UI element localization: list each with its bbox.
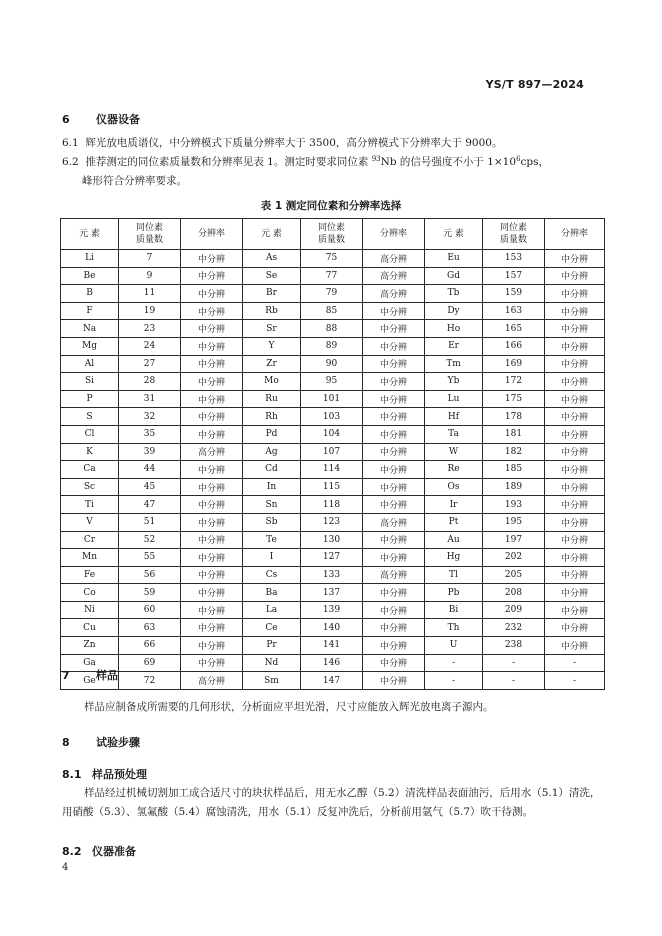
table-cell: 59 — [119, 584, 181, 602]
table-cell: Be — [61, 267, 119, 285]
table-cell: 159 — [483, 285, 545, 303]
table-cell: Pr — [243, 637, 301, 655]
table-cell: Ta — [425, 425, 483, 443]
table-header-cell: 元 素 — [425, 219, 483, 250]
table-cell: Os — [425, 478, 483, 496]
table-cell: 130 — [301, 531, 363, 549]
table-cell: 中分辨 — [181, 337, 243, 355]
table-cell: Ga — [61, 654, 119, 672]
isotope-mass-superscript: 93 — [371, 155, 381, 163]
table-cell: Ag — [243, 443, 301, 461]
table-cell: Yb — [425, 373, 483, 391]
table-cell: 101 — [301, 390, 363, 408]
table-cell: Zr — [243, 355, 301, 373]
table-cell: 中分辨 — [181, 320, 243, 338]
table-cell: Th — [425, 619, 483, 637]
table-cell: Hf — [425, 408, 483, 426]
table-cell: 高分辨 — [363, 513, 425, 531]
table-cell: V — [61, 513, 119, 531]
clause-8-2-heading — [62, 843, 136, 859]
table-cell: Dy — [425, 302, 483, 320]
table-cell: 中分辨 — [545, 302, 605, 320]
table-cell: Rb — [243, 302, 301, 320]
table-cell: 中分辨 — [545, 478, 605, 496]
table-cell: 中分辨 — [363, 531, 425, 549]
table-cell: 中分辨 — [363, 654, 425, 672]
table-cell: 中分辨 — [363, 496, 425, 514]
table-row — [61, 425, 605, 443]
clause-text: 辉光放电质谱仪，中分辨模式下质量分辨率大于 3500，高分辨模式下分辨率大于 9000。 — [85, 137, 503, 149]
table-cell: 中分辨 — [545, 531, 605, 549]
table-cell: 147 — [301, 672, 363, 690]
table-cell: Re — [425, 461, 483, 479]
table-cell: W — [425, 443, 483, 461]
table-cell: 44 — [119, 461, 181, 479]
table-cell: 中分辨 — [363, 408, 425, 426]
table-cell: S — [61, 408, 119, 426]
table-cell: 高分辨 — [181, 443, 243, 461]
table-cell: 中分辨 — [545, 390, 605, 408]
table-row — [61, 619, 605, 637]
table-cell: 中分辨 — [181, 513, 243, 531]
table-cell: 89 — [301, 337, 363, 355]
table-cell: Er — [425, 337, 483, 355]
table-cell: 中分辨 — [545, 619, 605, 637]
table-cell: 中分辨 — [363, 619, 425, 637]
table-header-cell: 分辨率 — [181, 219, 243, 250]
table-cell: Cu — [61, 619, 119, 637]
table-cell: 27 — [119, 355, 181, 373]
table-cell: K — [61, 443, 119, 461]
table-cell: 127 — [301, 549, 363, 567]
section-8-heading — [62, 734, 140, 750]
table-cell: Cd — [243, 461, 301, 479]
clause-6-1 — [62, 134, 602, 153]
table-header-cell: 元 素 — [243, 219, 301, 250]
table-cell: Se — [243, 267, 301, 285]
table-cell: Y — [243, 337, 301, 355]
table-cell: Ba — [243, 584, 301, 602]
table-cell: 中分辨 — [181, 250, 243, 268]
table-cell: 19 — [119, 302, 181, 320]
table-row — [61, 250, 605, 268]
isotope-resolution-table — [60, 218, 605, 690]
table-cell: 中分辨 — [545, 549, 605, 567]
table-cell: 中分辨 — [363, 461, 425, 479]
table-cell: 7 — [119, 250, 181, 268]
table-cell: 56 — [119, 566, 181, 584]
table-cell: Ni — [61, 601, 119, 619]
table-cell: 中分辨 — [181, 566, 243, 584]
table-cell: Ca — [61, 461, 119, 479]
table-cell: 中分辨 — [545, 601, 605, 619]
table-cell: 166 — [483, 337, 545, 355]
table-cell: 中分辨 — [181, 496, 243, 514]
table-cell: 28 — [119, 373, 181, 391]
clause-8-1-body: 样品经过机械切割加工成合适尺寸的块状样品后，用无水乙醇（5.2）清洗样品表面油污，后用水（5.1）清洗，用硝酸（5.3）、氢氟酸（5.4）腐蚀清洗，用水（5.1）反复冲洗后，分析前用氩气（5.7）吹干待测。 — [62, 787, 601, 818]
clause-text: cps， — [520, 156, 550, 168]
table-cell: 153 — [483, 250, 545, 268]
table-cell: Fe — [61, 566, 119, 584]
section-title: 样品 — [96, 669, 118, 682]
table-cell: 中分辨 — [545, 461, 605, 479]
table-cell: 高分辨 — [363, 250, 425, 268]
table-cell: 197 — [483, 531, 545, 549]
table-cell: 中分辨 — [181, 461, 243, 479]
table-row — [61, 302, 605, 320]
table-cell: 39 — [119, 443, 181, 461]
clause-number: 6.1 — [62, 137, 79, 149]
clause-6-2 — [62, 153, 602, 191]
table-cell: Al — [61, 355, 119, 373]
table-cell: 高分辨 — [363, 566, 425, 584]
table-cell: B — [61, 285, 119, 303]
section-number: 7 — [62, 669, 70, 682]
table-cell: 中分辨 — [545, 513, 605, 531]
table-row — [61, 408, 605, 426]
table-cell: Tl — [425, 566, 483, 584]
table-row — [61, 285, 605, 303]
table-row — [61, 654, 605, 672]
table-cell: 中分辨 — [363, 337, 425, 355]
table-cell: 中分辨 — [363, 584, 425, 602]
table-cell: 中分辨 — [545, 443, 605, 461]
table-cell: 中分辨 — [181, 478, 243, 496]
table-cell: 中分辨 — [545, 408, 605, 426]
table-cell: 24 — [119, 337, 181, 355]
table-row — [61, 513, 605, 531]
clause-number: 6.2 — [62, 156, 79, 168]
table-cell: 9 — [119, 267, 181, 285]
table-cell: Bi — [425, 601, 483, 619]
table-cell: La — [243, 601, 301, 619]
table-cell: 中分辨 — [545, 320, 605, 338]
table-cell: 中分辨 — [181, 285, 243, 303]
table-row — [61, 584, 605, 602]
section-title: 试验步骤 — [96, 736, 140, 749]
table-cell: 中分辨 — [545, 566, 605, 584]
table-cell: 中分辨 — [181, 549, 243, 567]
table-cell: 51 — [119, 513, 181, 531]
table-cell: 72 — [119, 672, 181, 690]
table-cell: 232 — [483, 619, 545, 637]
table-header-cell: 同位素 质量数 — [119, 219, 181, 250]
table-cell: Pt — [425, 513, 483, 531]
table-cell: Rh — [243, 408, 301, 426]
table-cell: Na — [61, 320, 119, 338]
table-cell: 123 — [301, 513, 363, 531]
table-cell: 75 — [301, 250, 363, 268]
table-cell: 193 — [483, 496, 545, 514]
table-row — [61, 355, 605, 373]
table-cell: 中分辨 — [181, 601, 243, 619]
table-cell: 高分辨 — [363, 267, 425, 285]
table-cell: Sr — [243, 320, 301, 338]
table-cell: Cr — [61, 531, 119, 549]
table-row — [61, 337, 605, 355]
table-cell: 107 — [301, 443, 363, 461]
table-cell: Sn — [243, 496, 301, 514]
table-cell: 中分辨 — [181, 408, 243, 426]
table-cell: Pd — [243, 425, 301, 443]
table-cell: - — [545, 672, 605, 690]
section-title: 仪器设备 — [96, 113, 140, 126]
table-cell: 中分辨 — [363, 637, 425, 655]
table-cell: 146 — [301, 654, 363, 672]
table-cell: 139 — [301, 601, 363, 619]
table-row — [61, 637, 605, 655]
table-cell: 47 — [119, 496, 181, 514]
table-cell: 85 — [301, 302, 363, 320]
table-cell: 中分辨 — [363, 373, 425, 391]
table-cell: 中分辨 — [545, 337, 605, 355]
table-cell: Ce — [243, 619, 301, 637]
table-cell: 中分辨 — [181, 390, 243, 408]
clause-text: 推荐测定的同位素质量数和分辨率见表 1。测定时要求同位素 — [85, 156, 372, 168]
table-cell: 中分辨 — [181, 654, 243, 672]
table-cell: 165 — [483, 320, 545, 338]
table-cell: Zn — [61, 637, 119, 655]
table-cell: 11 — [119, 285, 181, 303]
table-row — [61, 443, 605, 461]
table-cell: 157 — [483, 267, 545, 285]
table-cell: 163 — [483, 302, 545, 320]
table-cell: 103 — [301, 408, 363, 426]
table-row — [61, 478, 605, 496]
table-cell: Eu — [425, 250, 483, 268]
table-cell: As — [243, 250, 301, 268]
table-row — [61, 672, 605, 690]
table-cell: 63 — [119, 619, 181, 637]
clause-text-line2: 峰形符合分辨率要求。 — [82, 175, 187, 187]
table-cell: Tb — [425, 285, 483, 303]
table-cell: 205 — [483, 566, 545, 584]
table-header-cell: 分辨率 — [545, 219, 605, 250]
table-cell: 66 — [119, 637, 181, 655]
clause-title: 样品预处理 — [92, 768, 147, 781]
table-cell: 32 — [119, 408, 181, 426]
table-cell: 69 — [119, 654, 181, 672]
table-cell: 中分辨 — [363, 390, 425, 408]
table-cell: Ho — [425, 320, 483, 338]
table-cell: 中分辨 — [363, 355, 425, 373]
table-row — [61, 390, 605, 408]
table-row — [61, 496, 605, 514]
table-cell: 52 — [119, 531, 181, 549]
table-cell: 55 — [119, 549, 181, 567]
table-cell: 172 — [483, 373, 545, 391]
table-row — [61, 320, 605, 338]
table-caption: 表 1 测定同位素和分辨率选择 — [260, 200, 402, 212]
table-cell: Cs — [243, 566, 301, 584]
table-cell: 中分辨 — [363, 302, 425, 320]
table-cell: 中分辨 — [181, 637, 243, 655]
table-cell: Pb — [425, 584, 483, 602]
table-cell: 高分辨 — [181, 672, 243, 690]
table-cell: Nd — [243, 654, 301, 672]
table-cell: 133 — [301, 566, 363, 584]
table-cell: 中分辨 — [363, 478, 425, 496]
table-cell: 114 — [301, 461, 363, 479]
table-cell: 88 — [301, 320, 363, 338]
table-row — [61, 531, 605, 549]
table-cell: Sc — [61, 478, 119, 496]
table-cell: Gd — [425, 267, 483, 285]
section-7-body: 样品应制备成所需要的几何形状，分析面应平坦光滑，尺寸应能放入辉光放电离子源内。 — [84, 701, 494, 713]
table-cell: In — [243, 478, 301, 496]
table-cell: 中分辨 — [363, 443, 425, 461]
table-cell: 中分辨 — [363, 601, 425, 619]
table-cell: Ru — [243, 390, 301, 408]
table-cell: 中分辨 — [181, 355, 243, 373]
table-cell: 中分辨 — [545, 425, 605, 443]
clause-text: Nb 的信号强度不小于 1×10 — [380, 156, 517, 168]
table-cell: 185 — [483, 461, 545, 479]
table-cell: 182 — [483, 443, 545, 461]
table-cell: 140 — [301, 619, 363, 637]
table-cell: 中分辨 — [363, 425, 425, 443]
table-cell: 中分辨 — [181, 302, 243, 320]
table-cell: F — [61, 302, 119, 320]
table-cell: Li — [61, 250, 119, 268]
table-cell: Si — [61, 373, 119, 391]
table-cell: 23 — [119, 320, 181, 338]
table-cell: 181 — [483, 425, 545, 443]
table-header-cell: 分辨率 — [363, 219, 425, 250]
table-cell: 209 — [483, 601, 545, 619]
table-cell: Cl — [61, 425, 119, 443]
table-cell: 中分辨 — [181, 584, 243, 602]
table-header-row — [61, 219, 605, 250]
table-cell: 60 — [119, 601, 181, 619]
table-cell: 31 — [119, 390, 181, 408]
table-cell: 中分辨 — [363, 549, 425, 567]
table-cell: 中分辨 — [181, 267, 243, 285]
table-cell: 178 — [483, 408, 545, 426]
table-cell: 中分辨 — [363, 672, 425, 690]
table-cell: P — [61, 390, 119, 408]
clause-title: 仪器准备 — [92, 845, 136, 858]
table-cell: 195 — [483, 513, 545, 531]
table-cell: Au — [425, 531, 483, 549]
table-cell: - — [483, 672, 545, 690]
clause-number: 8.2 — [62, 845, 82, 858]
table-row — [61, 267, 605, 285]
table-cell: 35 — [119, 425, 181, 443]
table-cell: Ir — [425, 496, 483, 514]
table-row — [61, 373, 605, 391]
table-row — [61, 461, 605, 479]
table-cell: 中分辨 — [181, 619, 243, 637]
page-number: 4 — [62, 862, 69, 873]
table-cell: Sb — [243, 513, 301, 531]
table-cell: 175 — [483, 390, 545, 408]
table-row — [61, 549, 605, 567]
table-cell: 高分辨 — [363, 285, 425, 303]
section-number: 6 — [62, 113, 70, 126]
table-cell: Sm — [243, 672, 301, 690]
table-cell: 238 — [483, 637, 545, 655]
table-header-cell: 元 素 — [61, 219, 119, 250]
table-cell: 中分辨 — [181, 531, 243, 549]
table-cell: 137 — [301, 584, 363, 602]
table-cell: 中分辨 — [545, 250, 605, 268]
table-cell: Mn — [61, 549, 119, 567]
table-cell: 202 — [483, 549, 545, 567]
table-row — [61, 601, 605, 619]
table-cell: Tm — [425, 355, 483, 373]
table-cell: Mo — [243, 373, 301, 391]
standard-number: YS/T 897—2024 — [485, 78, 584, 91]
table-cell: 208 — [483, 584, 545, 602]
table-cell: 141 — [301, 637, 363, 655]
table-cell: Hg — [425, 549, 483, 567]
table-cell: 中分辨 — [545, 267, 605, 285]
clause-number: 8.1 — [62, 768, 82, 781]
table-cell: 90 — [301, 355, 363, 373]
table-header-cell: 同位素 质量数 — [301, 219, 363, 250]
table-cell: Ti — [61, 496, 119, 514]
table-cell: 169 — [483, 355, 545, 373]
table-cell: 118 — [301, 496, 363, 514]
table-cell: 中分辨 — [545, 584, 605, 602]
exponent-superscript: 6 — [516, 155, 521, 163]
table-cell: 中分辨 — [181, 373, 243, 391]
table-cell: Mg — [61, 337, 119, 355]
table-cell: 79 — [301, 285, 363, 303]
table-cell: 中分辨 — [363, 320, 425, 338]
table-cell: 77 — [301, 267, 363, 285]
table-cell: - — [425, 654, 483, 672]
table-cell: 中分辨 — [181, 425, 243, 443]
table-cell: 104 — [301, 425, 363, 443]
table-cell: - — [425, 672, 483, 690]
table-header-cell: 同位素 质量数 — [483, 219, 545, 250]
table-cell: Br — [243, 285, 301, 303]
table-cell: 95 — [301, 373, 363, 391]
table-cell: 189 — [483, 478, 545, 496]
table-cell: 45 — [119, 478, 181, 496]
table-cell: Lu — [425, 390, 483, 408]
table-cell: 中分辨 — [545, 285, 605, 303]
table-cell: I — [243, 549, 301, 567]
section-7-heading — [62, 667, 118, 683]
table-cell: 中分辨 — [545, 373, 605, 391]
table-row — [61, 566, 605, 584]
section-number: 8 — [62, 736, 70, 749]
table-cell: 115 — [301, 478, 363, 496]
table-cell: - — [545, 654, 605, 672]
table-cell: 中分辨 — [545, 637, 605, 655]
table-cell: Te — [243, 531, 301, 549]
table-cell: 中分辨 — [545, 496, 605, 514]
table-cell: - — [483, 654, 545, 672]
table-cell: Co — [61, 584, 119, 602]
clause-8-1-heading — [62, 766, 147, 782]
section-6-heading — [62, 111, 140, 127]
table-cell: Ge — [61, 672, 119, 690]
table-cell: 中分辨 — [545, 355, 605, 373]
table-cell: U — [425, 637, 483, 655]
